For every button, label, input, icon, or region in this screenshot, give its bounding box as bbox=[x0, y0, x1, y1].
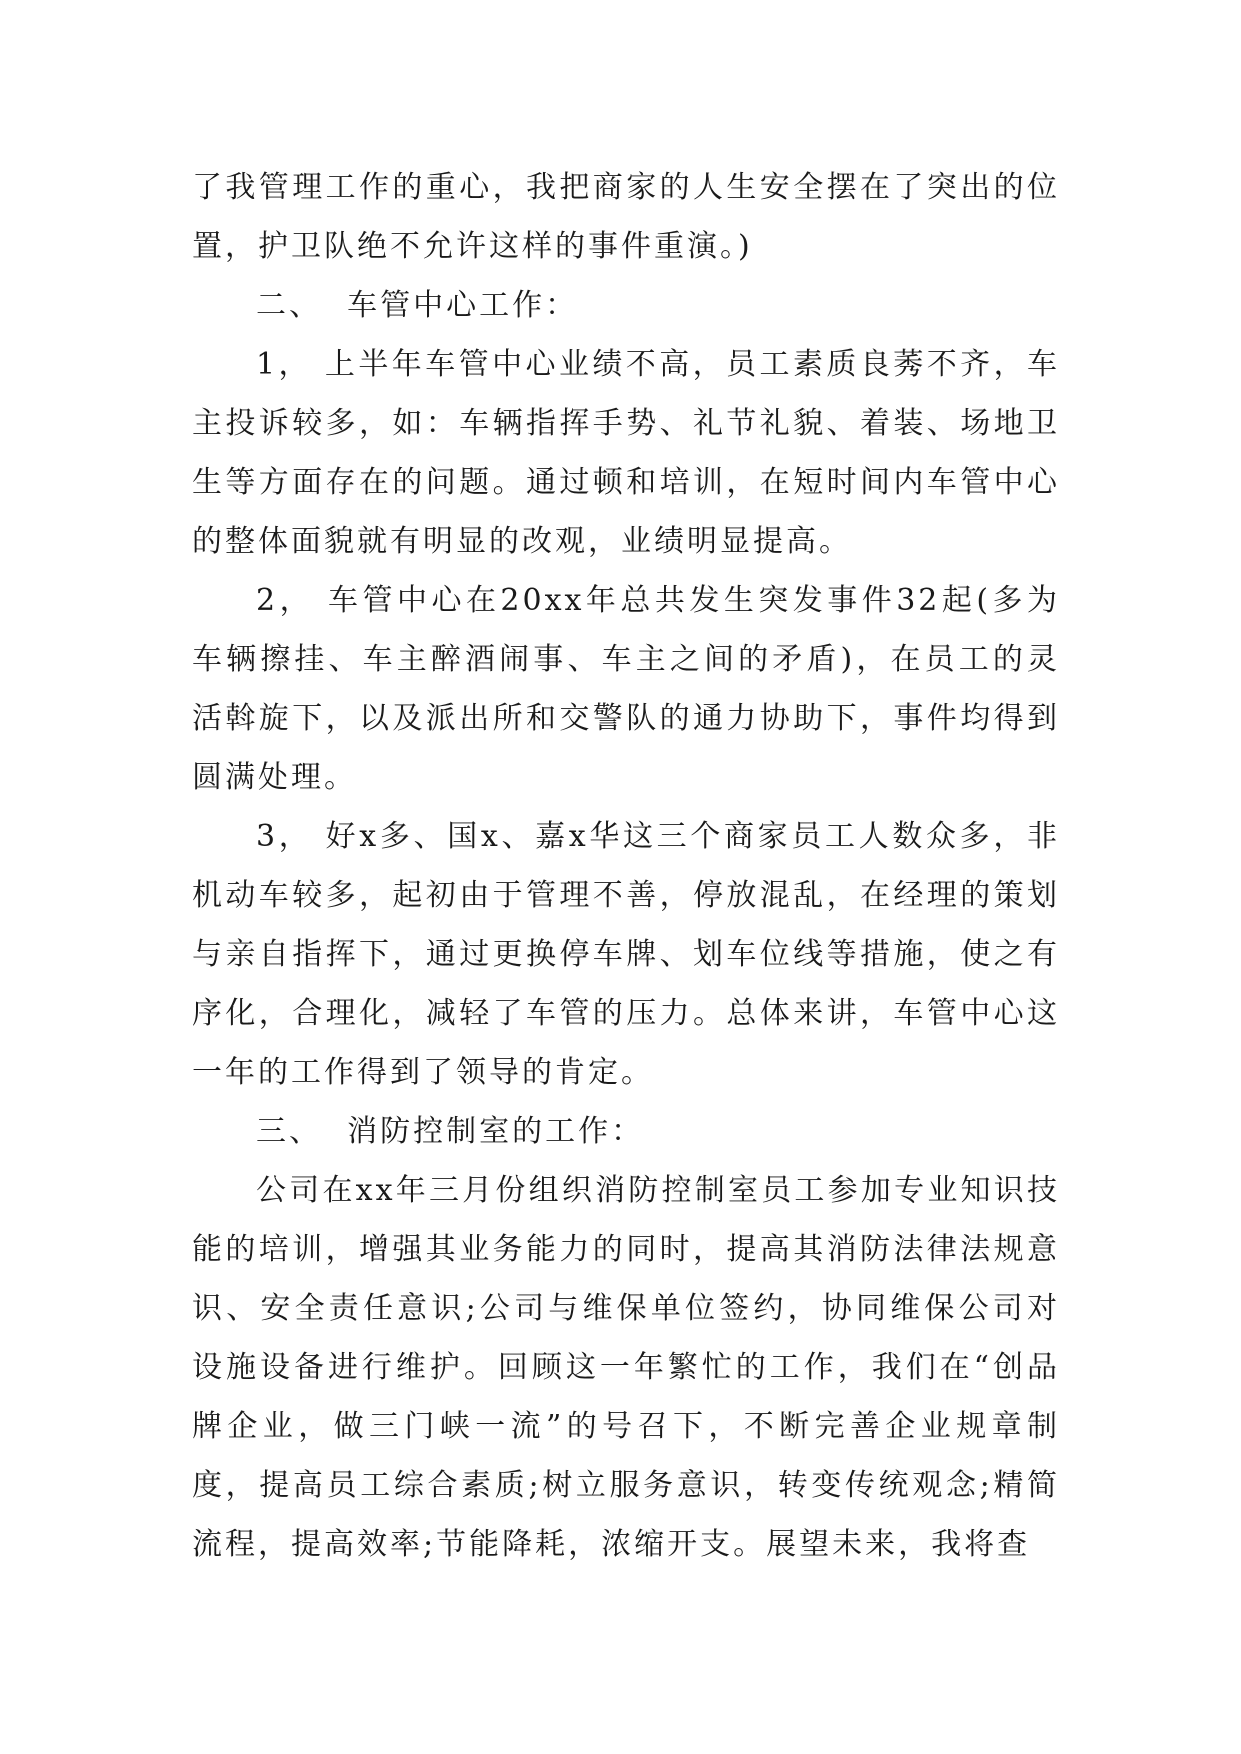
paragraph-item-3: 3， 好x多、国x、嘉x华这三个商家员工人数众多，非机动车较多，起初由于管理不善，停放混乱，在经理的策划与亲自指挥下，通过更换停车牌、划车位线等措施，使之有序化，合理化，减轻了车管的压力。总体来讲，车管中心这一年的工作得到了领导的肯定。 bbox=[192, 819, 1060, 1090]
paragraph-item-1: 1， 上半年车管中心业绩不高，员工素质良莠不齐，车主投诉较多，如：车辆指挥手势、礼节礼貌、着装、场地卫生等方面存在的问题。通过顿和培训，在短时间内车管中心的整体面貌就有明显的改观，业绩明显提高。 bbox=[192, 347, 1060, 559]
document-body bbox=[192, 158, 1060, 1574]
section-heading-fire-control-room: 三、 消防控制室的工作： bbox=[256, 1114, 645, 1149]
paragraph-continuation: 了我管理工作的重心，我把商家的人生安全摆在了突出的位置，护卫队绝不允许这样的事件重演。) bbox=[192, 170, 1060, 264]
paragraph-item-2: 2， 车管中心在20xx年总共发生突发事件32起(多为车辆擦挂、车主醉酒闹事、车主之间的矛盾)，在员工的灵活斡旋下，以及派出所和交警队的通力协助下，事件均得到圆满处理。 bbox=[192, 583, 1060, 795]
paragraph-fire-control: 公司在xx年三月份组织消防控制室员工参加专业知识技能的培训，增强其业务能力的同时，提高其消防法律法规意识、安全责任意识;公司与维保单位签约，协同维保公司对设施设备进行维护。回顾这一年繁忙的工作，我们在“创品牌企业，做三门峡一流”的号召下，不断完善企业规章制度，提高员工综合素质;树立服务意识，转变传统观念;精简流程，提高效率;节能降耗，浓缩开支。展望未来，我将查 bbox=[192, 1173, 1060, 1562]
section-heading-vehicle-management: 二、 车管中心工作： bbox=[256, 288, 579, 323]
